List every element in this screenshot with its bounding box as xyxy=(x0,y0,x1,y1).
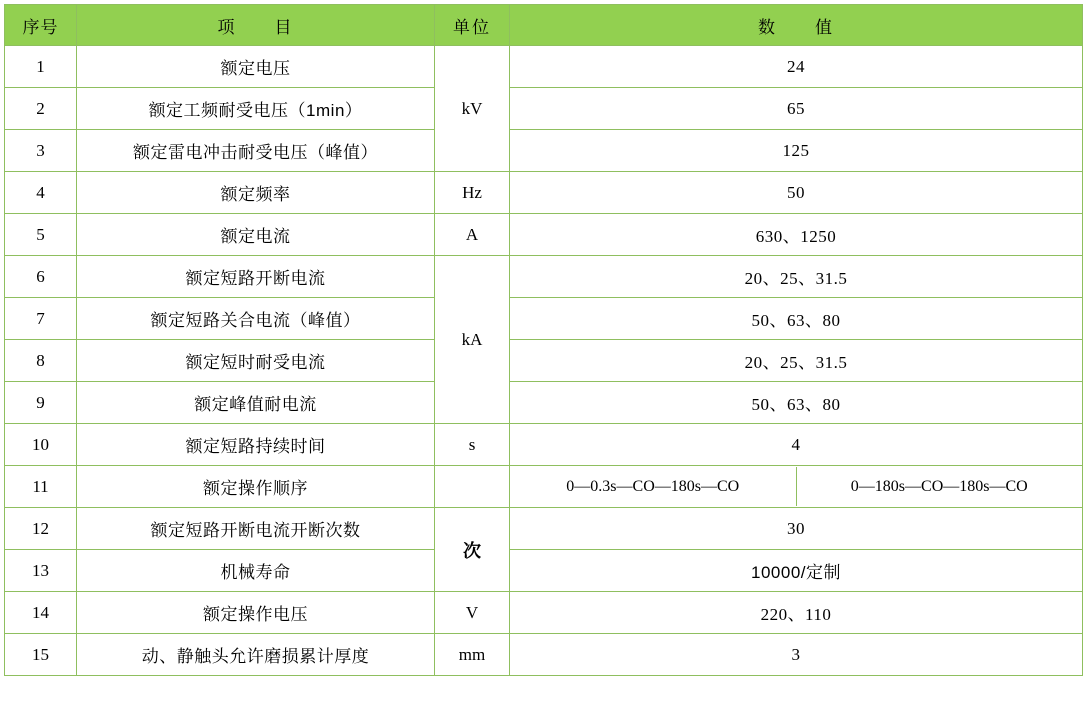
technical-parameters-table xyxy=(4,4,1083,676)
table-row xyxy=(5,382,1083,424)
cell-item: 额定电压 xyxy=(77,46,435,88)
cell-item: 额定短路开断电流 xyxy=(77,256,435,298)
cell-value: 20、25、31.5 xyxy=(510,256,1083,298)
cell-no: 15 xyxy=(5,634,77,676)
cell-value-split xyxy=(510,466,1083,508)
cell-item: 动、静触头允许磨损累计厚度 xyxy=(77,634,435,676)
cell-value: 4 xyxy=(510,424,1083,466)
cell-value: 50 xyxy=(510,172,1083,214)
cell-no: 13 xyxy=(5,550,77,592)
cell-no: 12 xyxy=(5,508,77,550)
cell-value: 20、25、31.5 xyxy=(510,340,1083,382)
cell-no: 4 xyxy=(5,172,77,214)
table-row xyxy=(5,88,1083,130)
table-row xyxy=(5,550,1083,592)
cell-no: 2 xyxy=(5,88,77,130)
cell-no: 5 xyxy=(5,214,77,256)
column-header-item: 项 目 xyxy=(77,5,435,46)
cell-item: 额定短时耐受电流 xyxy=(77,340,435,382)
cell-no: 11 xyxy=(5,466,77,508)
cell-value: 50、63、80 xyxy=(510,298,1083,340)
table-row xyxy=(5,46,1083,88)
cell-item: 额定工频耐受电压（1min） xyxy=(77,88,435,130)
cell-no: 1 xyxy=(5,46,77,88)
cell-no: 8 xyxy=(5,340,77,382)
cell-unit: Hz xyxy=(435,172,510,214)
table-row xyxy=(5,592,1083,634)
column-header-value: 数 值 xyxy=(510,5,1083,46)
table-row xyxy=(5,634,1083,676)
cell-item: 额定短路开断电流开断次数 xyxy=(77,508,435,550)
cell-item: 机械寿命 xyxy=(77,550,435,592)
cell-value: 125 xyxy=(510,130,1083,172)
column-header-no: 序号 xyxy=(5,5,77,46)
cell-value: 24 xyxy=(510,46,1083,88)
table-row xyxy=(5,214,1083,256)
table-row xyxy=(5,508,1083,550)
table-body xyxy=(5,46,1083,676)
cell-value: 220、110 xyxy=(510,592,1083,634)
table-row xyxy=(5,130,1083,172)
cell-item: 额定频率 xyxy=(77,172,435,214)
table-row xyxy=(5,298,1083,340)
cell-unit: A xyxy=(435,214,510,256)
cell-no: 6 xyxy=(5,256,77,298)
cell-value: 30 xyxy=(510,508,1083,550)
cell-item: 额定操作电压 xyxy=(77,592,435,634)
cell-unit: s xyxy=(435,424,510,466)
cell-value: 50、63、80 xyxy=(510,382,1083,424)
table-row xyxy=(5,424,1083,466)
cell-value: 630、1250 xyxy=(510,214,1083,256)
cell-unit: 次 xyxy=(435,508,510,592)
cell-value: 65 xyxy=(510,88,1083,130)
cell-value: 10000/定制 xyxy=(510,550,1083,592)
cell-unit: V xyxy=(435,592,510,634)
table-row xyxy=(5,256,1083,298)
cell-value: 3 xyxy=(510,634,1083,676)
cell-value-right: 0—180s—CO—180s—CO xyxy=(850,477,1028,495)
column-header-unit: 单位 xyxy=(435,5,510,46)
cell-item: 额定操作顺序 xyxy=(77,466,435,508)
cell-item: 额定峰值耐电流 xyxy=(77,382,435,424)
cell-item: 额定短路持续时间 xyxy=(77,424,435,466)
table-row xyxy=(5,466,1083,508)
cell-no: 7 xyxy=(5,298,77,340)
cell-item: 额定电流 xyxy=(77,214,435,256)
cell-no: 10 xyxy=(5,424,77,466)
cell-item: 额定短路关合电流（峰值） xyxy=(77,298,435,340)
cell-unit: kV xyxy=(435,46,510,172)
table-row xyxy=(5,172,1083,214)
cell-item: 额定雷电冲击耐受电压（峰值） xyxy=(77,130,435,172)
cell-unit: mm xyxy=(435,634,510,676)
cell-unit xyxy=(435,466,510,508)
cell-unit: kA xyxy=(435,256,510,424)
table-header xyxy=(5,5,1083,46)
cell-no: 14 xyxy=(5,592,77,634)
cell-no: 3 xyxy=(5,130,77,172)
spec-table-page xyxy=(0,4,1086,728)
cell-no: 9 xyxy=(5,382,77,424)
table-header-row xyxy=(5,5,1083,46)
cell-value-left: 0—0.3s—CO—180s—CO xyxy=(510,467,796,506)
table-row xyxy=(5,340,1083,382)
